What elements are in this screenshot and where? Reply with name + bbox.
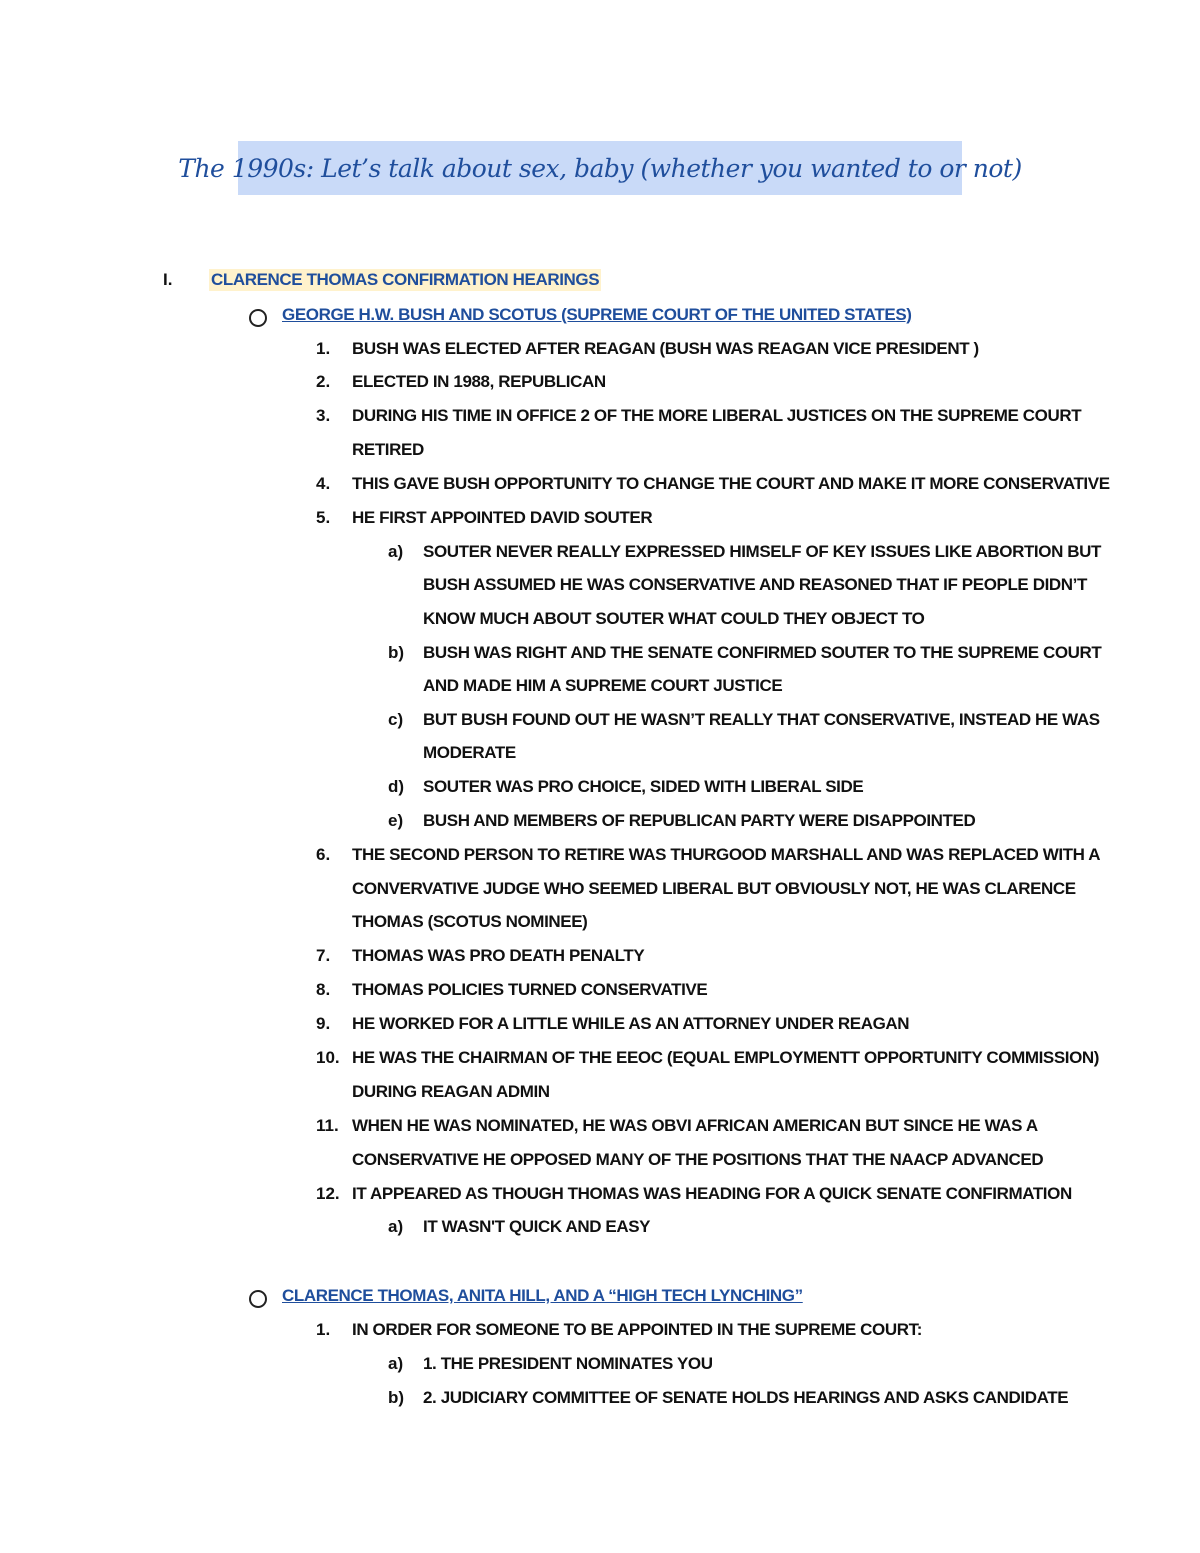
list-item-text: CONVERVATIVE JUDGE WHO SEEMED LIBERAL BUT OBVIOUSLY NOT, HE WAS CLARENCE: [352, 879, 1076, 898]
list-item-text: IT WASN'T QUICK AND EASY: [423, 1217, 651, 1236]
subsection-heading: CLARENCE THOMAS, ANITA HILL, AND A “HIGH TECH LYNCHING”: [282, 1286, 803, 1305]
bullet-circle-icon: [249, 309, 267, 327]
list-item-text: DURING HIS TIME IN OFFICE 2 OF THE MORE LIBERAL JUSTICES ON THE SUPREME COURT: [352, 406, 1082, 425]
list-number: 6.: [316, 845, 331, 864]
list-item-text: THOMAS POLICIES TURNED CONSERVATIVE: [352, 980, 708, 999]
list-item-text: KNOW MUCH ABOUT SOUTER WHAT COULD THEY OBJECT TO: [423, 609, 925, 628]
list-item-text: DURING REAGAN ADMIN: [352, 1082, 550, 1101]
list-number: 1.: [316, 1320, 331, 1339]
page-title: The 1990s: Let’s talk about sex, baby (whether you wanted to or not): [178, 153, 1022, 183]
list-item-text: MODERATE: [423, 743, 516, 762]
list-item-text: HE WAS THE CHAIRMAN OF THE EEOC (EQUAL EMPLOYMENTT OPPORTUNITY COMMISSION): [352, 1048, 1100, 1067]
list-item-text: IN ORDER FOR SOMEONE TO BE APPOINTED IN THE SUPREME COURT:: [352, 1320, 922, 1339]
list-number: 5.: [316, 508, 331, 527]
list-item-text: HE FIRST APPOINTED DAVID SOUTER: [352, 508, 653, 527]
list-letter: b): [388, 1388, 405, 1407]
list-item-text: THOMAS WAS PRO DEATH PENALTY: [352, 946, 645, 965]
section-heading: CLARENCE THOMAS CONFIRMATION HEARINGS: [211, 270, 600, 289]
list-number: 7.: [316, 946, 331, 965]
list-letter: a): [388, 1354, 404, 1373]
list-letter: a): [388, 542, 404, 561]
list-item-text: BUSH WAS RIGHT AND THE SENATE CONFIRMED SOUTER TO THE SUPREME COURT: [423, 643, 1102, 662]
list-item-text: 2. JUDICIARY COMMITTEE OF SENATE HOLDS HEARINGS AND ASKS CANDIDATE: [423, 1388, 1069, 1407]
list-number: 2.: [316, 372, 331, 391]
list-number: 4.: [316, 474, 331, 493]
list-number: 3.: [316, 406, 331, 425]
list-number: 9.: [316, 1014, 331, 1033]
list-item-text: IT APPEARED AS THOUGH THOMAS WAS HEADING FOR A QUICK SENATE CONFIRMATION: [352, 1184, 1072, 1203]
title-highlight: [178, 141, 1022, 195]
list-number: 8.: [316, 980, 331, 999]
list-number: 12.: [316, 1184, 340, 1203]
list-item-text: SOUTER NEVER REALLY EXPRESSED HIMSELF OF KEY ISSUES LIKE ABORTION BUT: [423, 542, 1102, 561]
list-number: 1.: [316, 339, 331, 358]
list-number: 10.: [316, 1048, 340, 1067]
list-item-text: THE SECOND PERSON TO RETIRE WAS THURGOOD MARSHALL AND WAS REPLACED WITH A: [352, 845, 1101, 864]
list-item-text: BUT BUSH FOUND OUT HE WASN’T REALLY THAT CONSERVATIVE, INSTEAD HE WAS: [423, 710, 1100, 729]
list-item-text: 1. THE PRESIDENT NOMINATES YOU: [423, 1354, 713, 1373]
list-item-text: BUSH AND MEMBERS OF REPUBLICAN PARTY WERE DISAPPOINTED: [423, 811, 976, 830]
list-item-text: THIS GAVE BUSH OPPORTUNITY TO CHANGE THE COURT AND MAKE IT MORE CONSERVATIVE: [352, 474, 1110, 493]
list-item-text: THOMAS (SCOTUS NOMINEE): [352, 912, 588, 931]
list-item-text: WHEN HE WAS NOMINATED, HE WAS OBVI AFRICAN AMERICAN BUT SINCE HE WAS A: [352, 1116, 1038, 1135]
list-letter: b): [388, 643, 405, 662]
list-item-text: CONSERVATIVE HE OPPOSED MANY OF THE POSITIONS THAT THE NAACP ADVANCED: [352, 1150, 1044, 1169]
list-item-text: AND MADE HIM A SUPREME COURT JUSTICE: [423, 676, 783, 695]
list-item-text: BUSH WAS ELECTED AFTER REAGAN (BUSH WAS REAGAN VICE PRESIDENT ): [352, 339, 979, 358]
list-item-text: ELECTED IN 1988, REPUBLICAN: [352, 372, 606, 391]
section-marker: I.: [163, 270, 173, 289]
list-letter: a): [388, 1217, 404, 1236]
list-letter: d): [388, 777, 405, 796]
list-item-text: HE WORKED FOR A LITTLE WHILE AS AN ATTORNEY UNDER REAGAN: [352, 1014, 910, 1033]
list-letter: e): [388, 811, 404, 830]
list-item-text: RETIRED: [352, 440, 424, 459]
list-item-text: BUSH ASSUMED HE WAS CONSERVATIVE AND REASONED THAT IF PEOPLE DIDN’T: [423, 575, 1087, 594]
bullet-circle-icon: [249, 1290, 267, 1308]
list-letter: c): [388, 710, 404, 729]
list-item-text: SOUTER WAS PRO CHOICE, SIDED WITH LIBERAL SIDE: [423, 777, 864, 796]
list-number: 11.: [316, 1116, 339, 1135]
subsection-heading: GEORGE H.W. BUSH AND SCOTUS (SUPREME COURT OF THE UNITED STATES): [282, 305, 912, 324]
